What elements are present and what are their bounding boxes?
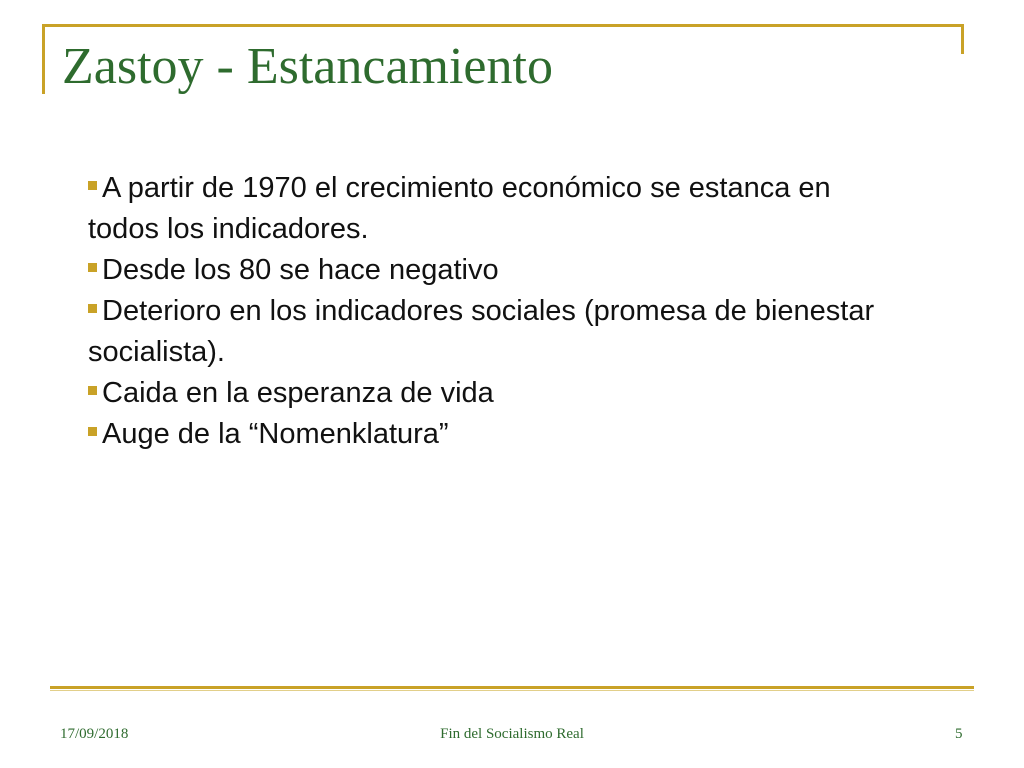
bullet-item: [88, 250, 888, 291]
bullet-text: A partir de 1970 el crecimiento económico se estanca en todos los indicadores.: [88, 172, 831, 245]
bullet-item: [88, 291, 888, 373]
footer-date: 17/09/2018: [60, 726, 129, 742]
footer-title: Fin del Socialismo Real: [440, 726, 584, 742]
footer-divider-shadow: [50, 690, 974, 691]
square-bullet-icon: [88, 427, 97, 436]
bullet-text: Caida en la esperanza de vida: [102, 377, 494, 409]
bullet-text: Desde los 80 se hace negativo: [102, 254, 499, 286]
square-bullet-icon: [88, 181, 97, 190]
square-bullet-icon: [88, 304, 97, 313]
slide-title: Zastoy - Estancamiento: [62, 38, 553, 95]
bullet-text: Auge de la “Nomenklatura”: [102, 418, 449, 450]
bullet-item: [88, 168, 888, 250]
footer-divider: [50, 686, 974, 689]
top-frame-line: [42, 24, 964, 27]
bullet-text: Deterioro en los indicadores sociales (promesa de bienestar socialista).: [88, 295, 875, 368]
left-frame-line: [42, 24, 45, 94]
bullet-item: [88, 414, 888, 455]
square-bullet-icon: [88, 263, 97, 272]
bullet-item: [88, 373, 888, 414]
square-bullet-icon: [88, 386, 97, 395]
right-frame-tick: [961, 24, 964, 54]
page-number: 5: [955, 726, 963, 742]
bullet-list: [88, 168, 888, 455]
